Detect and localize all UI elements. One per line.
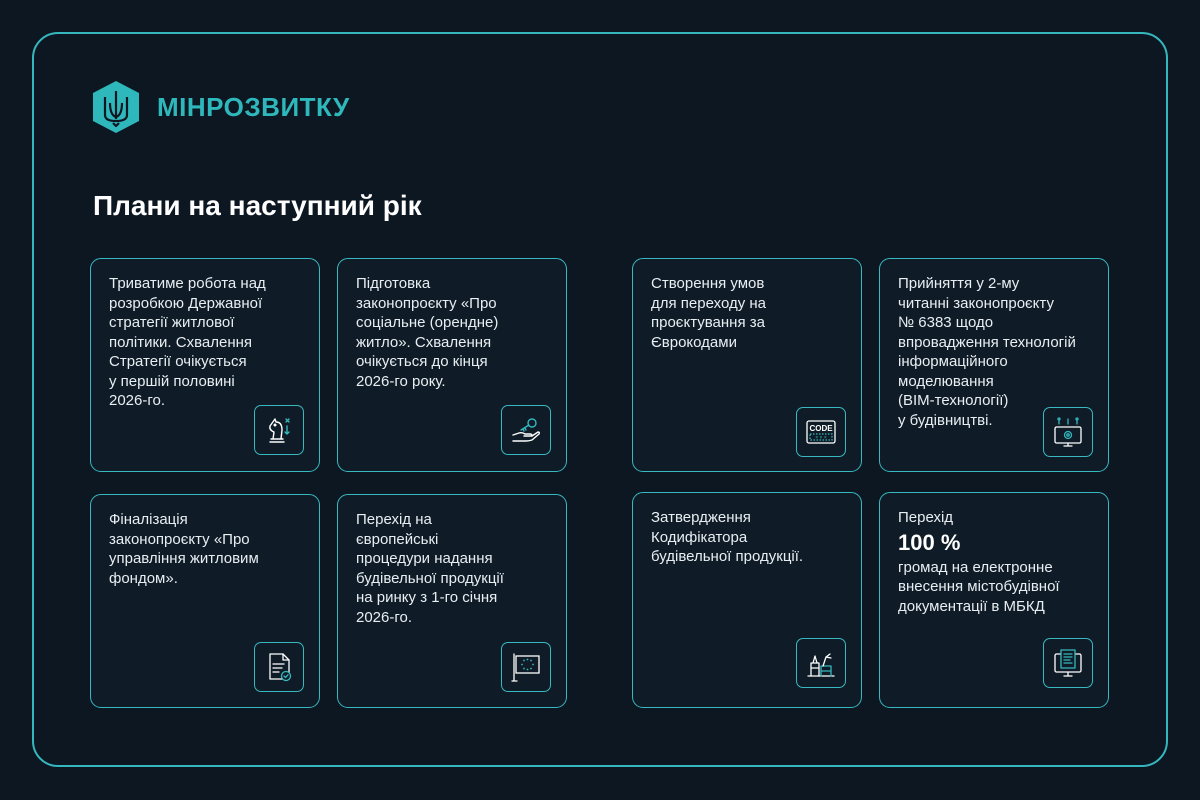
- card-text: Триватиме робота над розробкою Державної стратегії житлової політики. Схвалення Стратегії очікується у першій половині 2026-го.: [109, 275, 266, 409]
- card-text: Перехід на європейські процедури надання будівельної продукції на ринку з 1-го січня 2026-го.: [356, 511, 504, 626]
- eu-flag-icon: [501, 642, 551, 692]
- svg-text:× × ×: × × ×: [815, 435, 827, 441]
- construction-materials-icon: [796, 638, 846, 688]
- trident-emblem-icon: [88, 79, 144, 135]
- ministry-logo: [88, 79, 350, 135]
- monitor-gear-icon: [1043, 407, 1093, 457]
- plan-card: [632, 258, 862, 472]
- plan-card: [879, 492, 1109, 708]
- card-text: Фіналізація законопроєкту «Про управління житловим фондом».: [109, 511, 259, 587]
- svg-text:CODE: CODE: [809, 424, 833, 433]
- plan-card: [90, 258, 320, 472]
- hand-key-icon: [501, 405, 551, 455]
- plan-card: [337, 494, 567, 708]
- page-title: Плани на наступний рік: [93, 190, 422, 221]
- card-text: Перехід 100 % громад на електронне внесення містобудівної документації в МБКД: [898, 508, 1092, 616]
- card-text: Затвердження Кодифікатора будівельної продукції.: [651, 509, 804, 565]
- plan-card: [337, 258, 567, 472]
- plan-card: [90, 494, 320, 708]
- card-text: Прийняття у 2-му читанні законопроєкту № 6383 щодо впровадження технологій інформаційного моделювання (BIM-технології) у будівництві.: [898, 275, 1076, 429]
- code-icon: [796, 407, 846, 457]
- percentage-value: 100 %: [898, 529, 961, 555]
- brand-name: МІНРОЗВИТКУ: [157, 91, 350, 122]
- plan-card: [879, 258, 1109, 472]
- plan-card: [632, 492, 862, 708]
- monitor-documents-icon: [1043, 638, 1093, 688]
- card-text: Створення умов для переходу на проєктування за Єврокодами: [651, 275, 767, 351]
- chess-knight-icon: [254, 405, 304, 455]
- card-text: Підготовка законопроєкту «Про соціальне (орендне) житло». Схвалення очікується до кінця 2026-го року.: [356, 275, 499, 390]
- document-check-icon: [254, 642, 304, 692]
